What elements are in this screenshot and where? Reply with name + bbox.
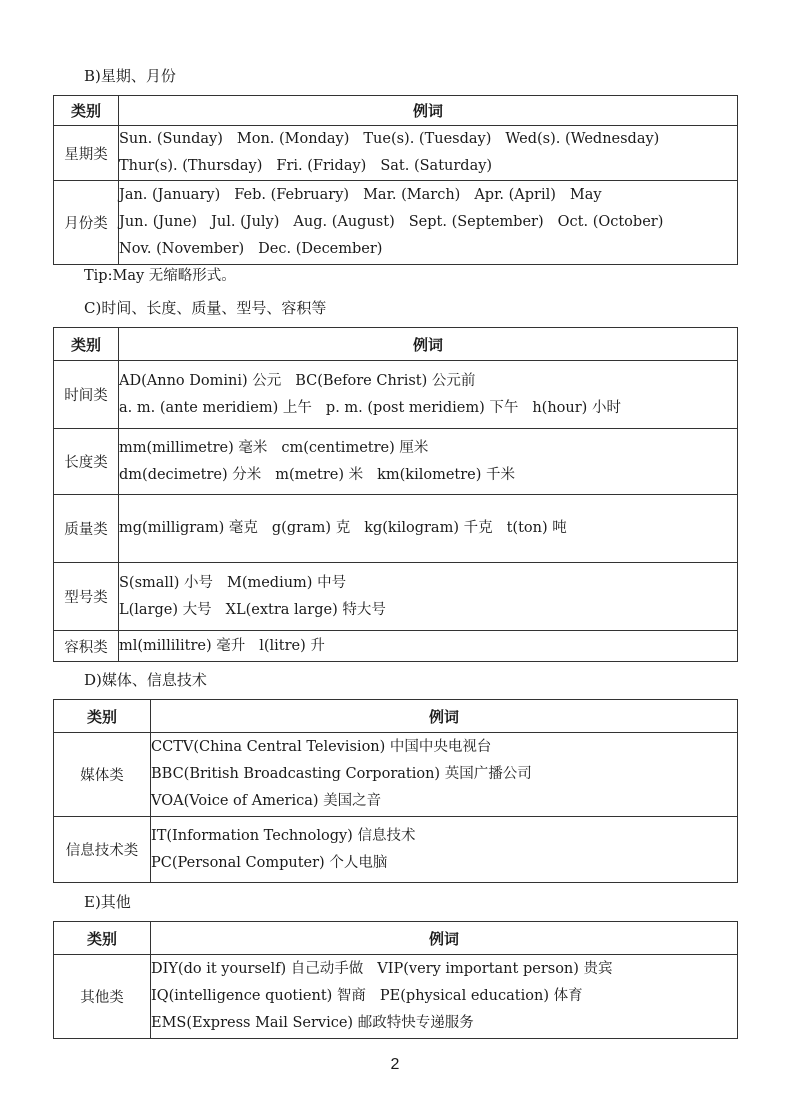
abbreviation-item: Nov. (November) <box>119 241 245 257</box>
abbreviation-item: p. m. (post meridiem) 下午 <box>325 399 519 416</box>
table-row <box>54 495 738 563</box>
abbreviation-item: IQ(intelligence quotient) 智商 <box>151 988 366 1004</box>
category-cell: 时间类 <box>54 361 119 429</box>
abbreviation-item: Sept. (September) <box>408 214 544 230</box>
examples-cell <box>119 429 738 495</box>
examples-cell <box>151 817 738 883</box>
table-row <box>54 817 738 883</box>
example-line <box>119 209 737 236</box>
section-c-title: C)时间、长度、质量、型号、容积等 <box>84 299 327 317</box>
category-cell: 其他类 <box>54 955 151 1039</box>
abbreviation-item: May <box>569 187 602 203</box>
abbreviation-item: IT(Information Technology) 信息技术 <box>151 827 416 844</box>
abbreviation-item: CCTV(China Central Television) 中国中央电视台 <box>151 739 492 755</box>
examples-cell <box>119 181 738 265</box>
abbreviation-item: mg(milligram) 毫克 <box>119 520 258 536</box>
abbreviation-item: BBC(British Broadcasting Corporation) 英国广播公司 <box>151 766 532 782</box>
examples-cell <box>151 955 738 1039</box>
abbreviation-item: PC(Personal Computer) 个人电脑 <box>151 854 388 871</box>
abbreviation-item: dm(decimetre) 分米 <box>119 466 262 483</box>
abbreviation-item: EMS(Express Mail Service) 邮政特快专递服务 <box>151 1015 474 1031</box>
table-row <box>54 563 738 631</box>
abbreviation-item: ml(millilitre) 毫升 <box>119 637 246 654</box>
section-e-title: E)其他 <box>84 893 131 911</box>
abbreviation-item: km(kilometre) 千米 <box>377 466 516 483</box>
abbreviation-item: g(gram) 克 <box>271 520 351 536</box>
abbreviation-item: BC(Before Christ) 公元前 <box>295 372 476 389</box>
page-number: 2 <box>390 1056 400 1073</box>
example-line <box>119 368 737 395</box>
example-line <box>119 126 737 153</box>
example-line <box>119 435 737 462</box>
example-line <box>151 1010 737 1037</box>
abbreviation-item: Wed(s). (Wednesday) <box>505 131 660 147</box>
example-line <box>119 395 737 422</box>
examples-cell <box>119 495 738 563</box>
example-line <box>119 597 737 624</box>
examples-cell <box>151 733 738 817</box>
abbreviation-item: PE(physical education) 体育 <box>379 988 583 1004</box>
header-examples: 例词 <box>151 922 738 955</box>
example-line <box>119 462 737 489</box>
examples-cell <box>119 361 738 429</box>
abbreviation-item: Dec. (December) <box>258 241 383 257</box>
header-category: 类别 <box>54 700 151 733</box>
abbreviation-item: Oct. (October) <box>557 214 664 230</box>
header-examples: 例词 <box>119 328 738 361</box>
category-cell: 媒体类 <box>54 733 151 817</box>
example-line <box>151 956 737 983</box>
example-line <box>119 633 737 660</box>
abbreviation-item: m(metre) 米 <box>275 466 364 483</box>
abbreviation-item: Mar. (March) <box>363 187 461 203</box>
header-examples: 例词 <box>119 96 738 126</box>
measure-table <box>53 327 738 662</box>
examples-cell <box>119 563 738 631</box>
abbreviation-item: h(hour) 小时 <box>532 399 621 416</box>
abbreviation-item: VIP(very important person) 贵宾 <box>377 961 613 977</box>
media-it-table <box>53 699 738 883</box>
abbreviation-item: Jan. (January) <box>119 187 221 203</box>
abbreviation-item: Jul. (July) <box>211 214 280 230</box>
abbreviation-item: Jun. (June) <box>119 214 198 230</box>
abbreviation-item: Feb. (February) <box>234 187 350 203</box>
example-line <box>119 570 737 597</box>
abbreviation-item: cm(centimetre) 厘米 <box>281 439 429 456</box>
section-d-title: D)媒体、信息技术 <box>84 671 207 689</box>
abbreviation-item: a. m. (ante meridiem) 上午 <box>119 399 312 416</box>
abbreviation-item: t(ton) 吨 <box>506 520 567 536</box>
category-cell: 长度类 <box>54 429 119 495</box>
example-line <box>151 734 737 761</box>
example-line <box>119 182 737 209</box>
abbreviation-item: XL(extra large) 特大号 <box>225 601 386 618</box>
category-cell: 星期类 <box>54 126 119 181</box>
category-cell: 月份类 <box>54 181 119 265</box>
abbreviation-item: AD(Anno Domini) 公元 <box>119 372 282 389</box>
table-row <box>54 126 738 181</box>
abbreviation-item: Thur(s). (Thursday) <box>119 158 263 174</box>
category-cell: 质量类 <box>54 495 119 563</box>
tip-note: Tip:May 无缩略形式。 <box>84 268 236 284</box>
abbreviation-item: L(large) 大号 <box>119 601 212 618</box>
other-table <box>53 921 738 1039</box>
table-row <box>54 955 738 1039</box>
abbreviation-item: Tue(s). (Tuesday) <box>363 131 492 147</box>
example-line <box>119 236 737 263</box>
example-line <box>151 788 737 815</box>
table-row <box>54 631 738 662</box>
category-cell: 型号类 <box>54 563 119 631</box>
abbreviation-item: VOA(Voice of America) 美国之音 <box>151 793 382 809</box>
examples-cell <box>119 631 738 662</box>
abbreviation-item: S(small) 小号 <box>119 574 213 591</box>
abbreviation-item: l(litre) 升 <box>259 637 325 654</box>
table-row <box>54 733 738 817</box>
example-line <box>119 515 737 542</box>
section-b-title: B)星期、月份 <box>84 67 176 85</box>
example-line <box>119 153 737 180</box>
example-line <box>151 983 737 1010</box>
abbreviation-item: Sat. (Saturday) <box>380 158 493 174</box>
example-line <box>151 823 737 850</box>
header-examples: 例词 <box>151 700 738 733</box>
table-row <box>54 181 738 265</box>
abbreviation-item: M(medium) 中号 <box>226 574 347 591</box>
example-line <box>151 850 737 877</box>
category-cell: 信息技术类 <box>54 817 151 883</box>
abbreviation-item: DIY(do it yourself) 自己动手做 <box>151 961 364 977</box>
abbreviation-item: Aug. (August) <box>293 214 395 230</box>
table-row <box>54 429 738 495</box>
example-line <box>151 761 737 788</box>
abbreviation-item: Mon. (Monday) <box>236 131 350 147</box>
abbreviation-item: kg(kilogram) 千克 <box>364 520 493 536</box>
header-category: 类别 <box>54 96 119 126</box>
weekday-month-table <box>53 95 738 265</box>
abbreviation-item: Apr. (April) <box>474 187 556 203</box>
header-category: 类别 <box>54 328 119 361</box>
abbreviation-item: Fri. (Friday) <box>276 158 367 174</box>
category-cell: 容积类 <box>54 631 119 662</box>
abbreviation-item: mm(millimetre) 毫米 <box>119 439 268 456</box>
header-category: 类别 <box>54 922 151 955</box>
examples-cell <box>119 126 738 181</box>
table-row <box>54 361 738 429</box>
abbreviation-item: Sun. (Sunday) <box>119 131 223 147</box>
